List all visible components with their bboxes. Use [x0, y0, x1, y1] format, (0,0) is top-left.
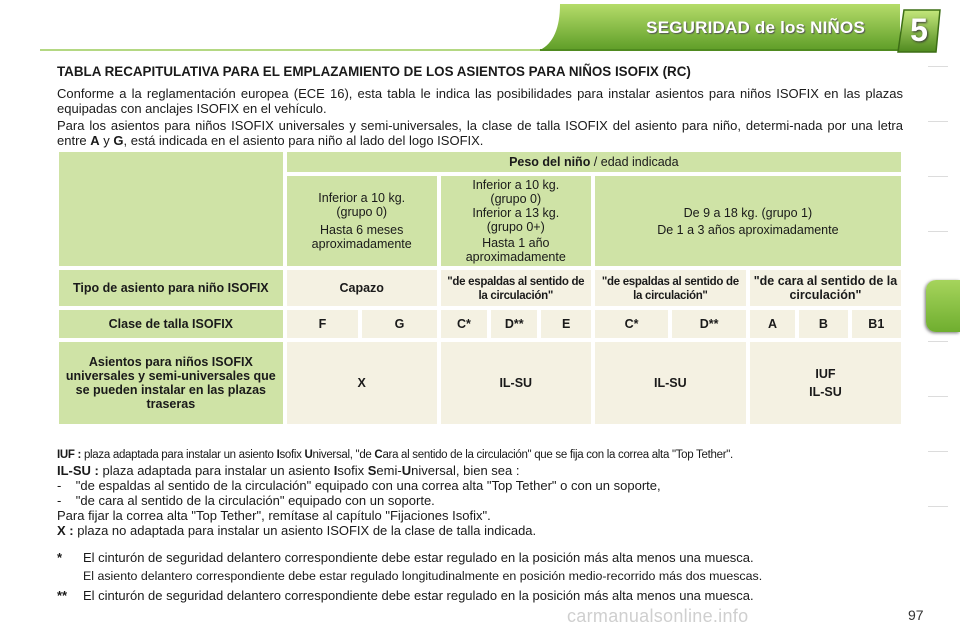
side-tab[interactable] — [928, 231, 948, 286]
seat-type-cell: "de cara al sentido de la circulación" — [750, 270, 901, 306]
text-fragment: Para los asientos para niños ISOFIX universales y semi-universales, la clase de talla ISOFIX del asiento para niño, determi-nada por una letra entre — [57, 118, 903, 148]
seat-type-text: "de espaldas al sentido de la circulación" — [447, 276, 585, 302]
side-tab[interactable] — [928, 396, 948, 451]
seat-result-cell: IL-SU — [595, 342, 746, 424]
chapter-number: 5 — [910, 12, 928, 48]
page-title: TABLA RECAPITULATIVA PARA EL EMPLAZAMIENTO DE LOS ASIENTOS PARA NIÑOS ISOFIX (RC) — [57, 64, 691, 79]
text-fragment: C — [374, 449, 383, 461]
text-fragment: ara al sentido de la circulación" que se fija con la correa alta "Top Tether". — [382, 449, 733, 461]
top-tether-note: Para fijar la correa alta "Top Tether", remítase al capítulo "Fijaciones Isofix". — [57, 508, 491, 523]
size-class-cell: B1 — [852, 310, 901, 338]
seat-result-cell — [750, 342, 901, 424]
side-tab-active[interactable] — [926, 280, 960, 332]
legend-key: IUF : — [57, 449, 82, 461]
side-tab[interactable] — [928, 451, 948, 506]
side-tab[interactable] — [928, 341, 948, 396]
text-fragment: S — [367, 463, 377, 478]
seat-type-cell: Capazo — [287, 270, 437, 306]
rear-seats-label: Asientos para niños ISOFIX universales y semi-universales que se pueden instalar en las plazas traseras — [59, 342, 283, 424]
text-fragment: niversal, "de — [312, 449, 375, 461]
table-row — [59, 342, 901, 424]
section-title: SEGURIDAD de los NIÑOS — [646, 18, 865, 37]
weight-header-rest: / edad indicada — [590, 155, 679, 169]
size-class-cell: C* — [441, 310, 487, 338]
text-fragment: G — [113, 133, 124, 148]
seat-result-cell: IL-SU — [441, 342, 591, 424]
table-row — [59, 270, 901, 306]
size-class-cell: C* — [595, 310, 669, 338]
group-title: (grupo 0) — [336, 205, 388, 219]
legend-key: IL-SU : — [57, 463, 99, 478]
legend-key: X : — [57, 523, 74, 538]
size-class-label: Clase de talla ISOFIX — [59, 310, 283, 338]
isofix-table — [55, 148, 905, 428]
footnote-text: El asiento delantero correspondiente debe estar regulado longitudinalmente en posición medio-recorrido más dos muescas. — [83, 569, 763, 583]
size-class-cell: D** — [491, 310, 537, 338]
footnote — [57, 586, 917, 605]
footnote-text: El cinturón de seguridad delantero correspondiente debe estar regulado en la posición más alta menos una muesca. — [83, 588, 754, 603]
text-fragment: sofix — [279, 449, 305, 461]
size-class-paragraph — [57, 118, 903, 148]
group-cell — [287, 176, 437, 266]
footnotes — [57, 548, 917, 605]
text-fragment: emi- — [376, 463, 402, 478]
footnote — [57, 548, 917, 567]
seat-type-cell — [441, 270, 591, 306]
legend-bullet: - "de cara al sentido de la circulación" equipado con un soporte. — [57, 493, 435, 508]
seat-result-text: IUF — [815, 367, 836, 381]
text-fragment: niversal, bien sea : — [411, 463, 520, 478]
text-fragment: A — [90, 133, 100, 148]
text-fragment: , está indicada en el asiento para niño al lado del logo ISOFIX. — [123, 133, 484, 148]
group-title: (grupo 0+) — [486, 220, 545, 234]
size-class-cell: F — [287, 310, 359, 338]
group-title: Inferior a 13 kg. — [472, 206, 560, 220]
text-fragment: sofix — [337, 463, 368, 478]
table-row — [59, 152, 901, 172]
legend-iuf — [57, 448, 733, 463]
text-fragment: U — [401, 463, 412, 478]
text-fragment: plaza adaptada para instalar un asiento — [81, 449, 277, 461]
legend-block — [57, 463, 903, 538]
side-tab[interactable] — [928, 66, 948, 121]
legend-ilsu — [57, 463, 903, 478]
footnote-text: El cinturón de seguridad delantero correspondiente debe estar regulado en la posición más alta menos una muesca. — [83, 550, 754, 565]
weight-header-bold: Peso del niño — [509, 155, 591, 169]
size-class-cell: E — [541, 310, 590, 338]
seat-type-label: Tipo de asiento para niño ISOFIX — [59, 270, 283, 306]
text-fragment: I — [276, 449, 280, 461]
side-tab[interactable] — [928, 176, 948, 231]
text-fragment: U — [304, 449, 313, 461]
seat-result-text: IL-SU — [809, 385, 842, 399]
group-cell — [441, 176, 591, 266]
intro-paragraph: Conforme a la reglamentación europea (ECE 16), esta tabla le indica las posibilidades para instalar asientos para niños ISOFIX en las plazas equipadas con anclajes ISOFIX en el vehículo. — [57, 86, 903, 116]
table-corner-cell — [59, 152, 283, 266]
seat-result-cell: X — [287, 342, 437, 424]
table-row — [59, 310, 901, 338]
size-class-cell: D** — [672, 310, 746, 338]
group-age: Hasta 1 año aproximadamente — [465, 236, 566, 264]
footnote-symbol: ** — [57, 588, 68, 603]
size-class-cell: G — [362, 310, 437, 338]
group-age: De 1 a 3 años aproximadamente — [657, 222, 839, 237]
chapter-badge — [894, 8, 944, 54]
group-age: Hasta 6 meses aproximadamente — [311, 223, 412, 251]
group-title: Inferior a 10 kg. — [472, 178, 560, 192]
seat-type-text: "de espaldas al sentido de la circulación" — [601, 276, 739, 302]
header-band — [0, 0, 960, 56]
footnote-symbol: * — [57, 550, 63, 565]
footnote — [57, 567, 917, 586]
group-title: (grupo 0) — [490, 192, 542, 206]
seat-type-cell — [595, 270, 746, 306]
page-number: 97 — [908, 607, 924, 623]
legend-bullet: - "de espaldas al sentido de la circulación" equipado con una correa alta "Top Tether" o con un soporte, — [57, 478, 661, 493]
side-tab[interactable] — [928, 121, 948, 176]
text-fragment: plaza adaptada para instalar un asiento — [98, 463, 334, 478]
footnote-symbol — [57, 567, 83, 586]
text-fragment: plaza no adaptada para instalar un asiento ISOFIX de la clase de talla indicada. — [73, 523, 537, 538]
watermark: carmanualsonline.info — [567, 606, 749, 626]
size-class-cell: B — [799, 310, 847, 338]
text-fragment: I — [333, 463, 338, 478]
size-class-cell: A — [750, 310, 795, 338]
group-title: De 9 a 18 kg. (grupo 1) — [683, 205, 813, 220]
group-cell — [595, 176, 901, 266]
side-tab[interactable] — [928, 506, 948, 561]
text-fragment: y — [99, 133, 114, 148]
weight-header-cell — [287, 152, 901, 172]
legend-x — [57, 523, 903, 538]
group-title: Inferior a 10 kg. — [318, 191, 406, 205]
